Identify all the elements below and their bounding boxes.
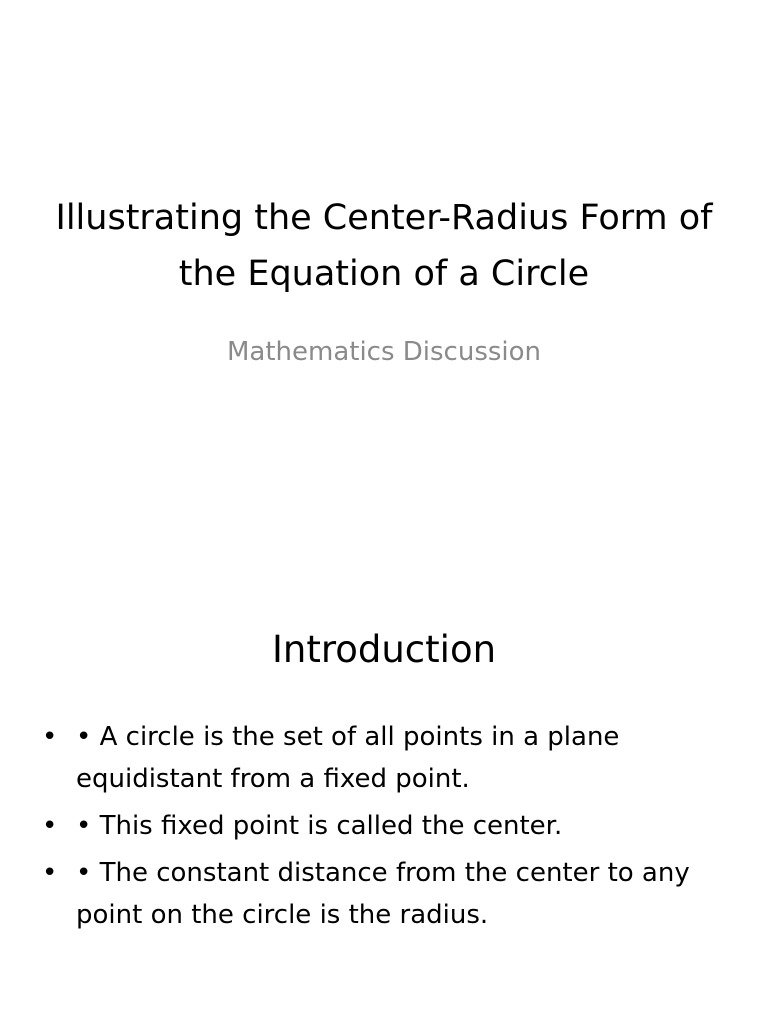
list-item [40,852,728,936]
bullet-text: • This fixed point is called the center. [76,811,563,841]
bullet-icon: • [42,722,58,752]
list-item [40,716,728,800]
introduction-slide [0,576,768,1024]
slide-subtitle: Mathematics Discussion [226,337,542,367]
slide-heading: Introduction [271,628,497,671]
bullet-icon: • [42,811,58,841]
bullet-text: • The constant distance from the center to any point on the circle is the radius. [76,858,690,930]
bullet-icon: • [42,858,58,888]
bullet-list [40,716,728,941]
bullet-text: • A circle is the set of all points in a plane equidistant from a fixed point. [76,722,620,794]
slide-title: Illustrating the Center-Radius Form of the Equation of a Circle [55,198,713,294]
list-item [40,805,728,847]
